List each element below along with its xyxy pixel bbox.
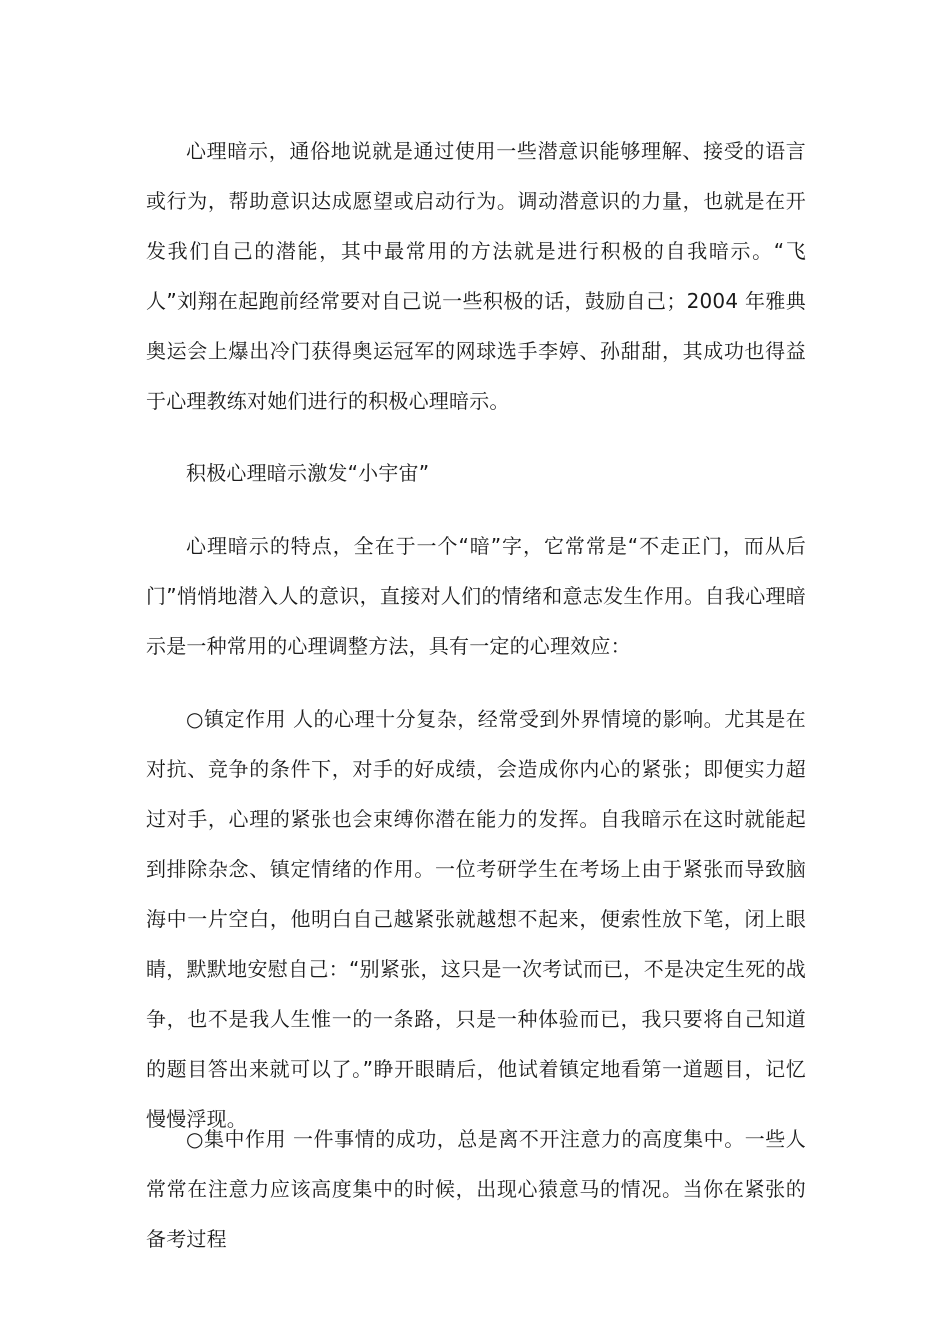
paragraph-focus-effect: ○集中作用 一件事情的成功，总是离不开注意力的高度集中。一些人常常在注意力应该高度集中的时候，出现心猿意马的情况。当你在紧张的备考过程 — [146, 1127, 806, 1251]
paragraph-features: 心理暗示的特点，全在于一个“暗”字，它常常是“不走正门，而从后门”悄悄地潜入人的意识，直接对人们的情绪和意志发生作用。自我心理暗示是一种常用的心理调整方法，具有一定的心理效应： — [146, 534, 806, 658]
paragraph-calming-effect: ○镇定作用 人的心理十分复杂，经常受到外界情境的影响。尤其是在对抗、竞争的条件下，对手的好成绩，会造成你内心的紧张；即便实力超过对手，心理的紧张也会束缚你潜在能力的发挥。自我暗示在这时就能起到排除杂念、镇定情绪的作用。一位考研学生在考场上由于紧张而导致脑海中一片空白，他明白自己越紧张就越想不起来，便索性放下笔，闭上眼睛，默默地安慰自己：“别紧张，这只是一次考试而已，不是决定生死的战争，也不是我人生惟一的一条路，只是一种体验而已，我只要将自己知道的题目答出来就可以了。”睁开眼睛后，他试着镇定地看第一道题目，记忆慢慢浮现。 — [146, 707, 806, 1131]
paragraph-intro: 心理暗示，通俗地说就是通过使用一些潜意识能够理解、接受的语言或行为，帮助意识达成愿望或启动行为。调动潜意识的力量，也就是在开发我们自己的潜能，其中最常用的方法就是进行积极的自我暗示。“飞人”刘翔在起跑前经常要对自己说一些积极的话，鼓励自己；2004 年雅典奥运会上爆出冷门获得奥运冠军的网球选手李婷、孙甜甜，其成功也得益于心理教练对她们进行的积极心理暗示。 — [146, 139, 806, 413]
section-heading: 积极心理暗示激发“小宇宙” — [186, 461, 430, 485]
